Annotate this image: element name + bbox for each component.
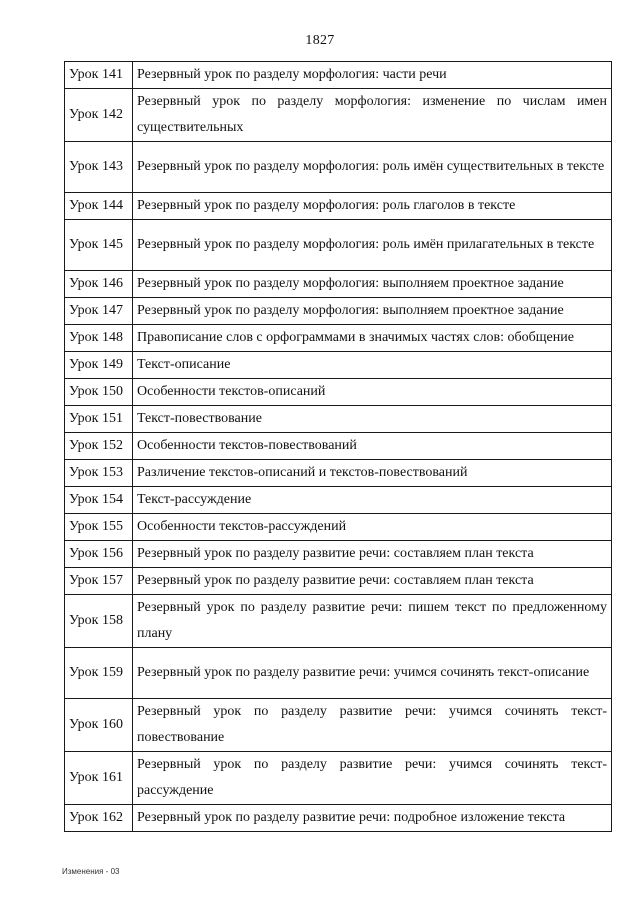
lesson-number: Урок 157	[65, 568, 133, 595]
lesson-number: Урок 162	[65, 805, 133, 832]
lesson-topic: Резервный урок по разделу морфология: роль имён существительных в тексте	[133, 142, 612, 193]
lesson-number: Урок 160	[65, 699, 133, 752]
lesson-number: Урок 144	[65, 193, 133, 220]
lesson-number: Урок 159	[65, 648, 133, 699]
lesson-number: Урок 143	[65, 142, 133, 193]
lesson-number: Урок 152	[65, 433, 133, 460]
lesson-topic: Текст-описание	[133, 352, 612, 379]
lesson-number: Урок 142	[65, 89, 133, 142]
lesson-topic: Правописание слов с орфограммами в значимых частях слов: обобщение	[133, 325, 612, 352]
lesson-number: Урок 145	[65, 220, 133, 271]
table-row	[65, 406, 612, 433]
lesson-number: Урок 156	[65, 541, 133, 568]
lesson-number: Урок 148	[65, 325, 133, 352]
lesson-topic: Резервный урок по разделу развитие речи: составляем план текста	[133, 568, 612, 595]
lesson-number: Урок 150	[65, 379, 133, 406]
lesson-topic: Текст-повествование	[133, 406, 612, 433]
table-row	[65, 193, 612, 220]
revision-note: Изменения - 03	[62, 867, 120, 876]
lesson-number: Урок 158	[65, 595, 133, 648]
table-row	[65, 298, 612, 325]
lesson-number: Урок 154	[65, 487, 133, 514]
lesson-number: Урок 147	[65, 298, 133, 325]
lesson-topic: Резервный урок по разделу морфология: выполняем проектное задание	[133, 298, 612, 325]
table-row	[65, 325, 612, 352]
table-row	[65, 805, 612, 832]
table-row	[65, 541, 612, 568]
lesson-number: Урок 151	[65, 406, 133, 433]
lesson-topic: Резервный урок по разделу морфология: роль глаголов в тексте	[133, 193, 612, 220]
lesson-topic: Текст-рассуждение	[133, 487, 612, 514]
table-row	[65, 379, 612, 406]
table-row	[65, 487, 612, 514]
lesson-topic: Резервный урок по разделу развитие речи: учимся сочинять текст-повествование	[133, 699, 612, 752]
table-row	[65, 595, 612, 648]
lesson-topic: Резервный урок по разделу развитие речи: учимся сочинять текст-описание	[133, 648, 612, 699]
table-row	[65, 648, 612, 699]
lesson-number: Урок 161	[65, 752, 133, 805]
table-row	[65, 752, 612, 805]
table-row	[65, 460, 612, 487]
lessons-table	[64, 61, 612, 832]
lesson-topic: Особенности текстов-рассуждений	[133, 514, 612, 541]
lesson-topic: Особенности текстов-описаний	[133, 379, 612, 406]
lesson-number: Урок 149	[65, 352, 133, 379]
lesson-topic: Резервный урок по разделу морфология: выполняем проектное задание	[133, 271, 612, 298]
lesson-topic: Резервный урок по разделу морфология: изменение по числам имен существительных	[133, 89, 612, 142]
table-row	[65, 271, 612, 298]
table-row	[65, 433, 612, 460]
lesson-number: Урок 153	[65, 460, 133, 487]
table-row	[65, 62, 612, 89]
lesson-number: Урок 141	[65, 62, 133, 89]
lesson-topic: Различение текстов-описаний и текстов-повествований	[133, 460, 612, 487]
lesson-topic: Резервный урок по разделу развитие речи: учимся сочинять текст-рассуждение	[133, 752, 612, 805]
table-row	[65, 89, 612, 142]
lesson-topic: Резервный урок по разделу морфология: роль имён прилагательных в тексте	[133, 220, 612, 271]
table-row	[65, 568, 612, 595]
table-row	[65, 352, 612, 379]
lesson-topic: Резервный урок по разделу развитие речи: составляем план текста	[133, 541, 612, 568]
lesson-number: Урок 146	[65, 271, 133, 298]
page-number: 1827	[305, 33, 335, 48]
lesson-topic: Резервный урок по разделу развитие речи: подробное изложение текста	[133, 805, 612, 832]
lesson-topic: Особенности текстов-повествований	[133, 433, 612, 460]
table-row	[65, 699, 612, 752]
lesson-topic: Резервный урок по разделу морфология: части речи	[133, 62, 612, 89]
table-row	[65, 514, 612, 541]
lesson-topic: Резервный урок по разделу развитие речи: пишем текст по предложенному плану	[133, 595, 612, 648]
table-row	[65, 142, 612, 193]
lesson-number: Урок 155	[65, 514, 133, 541]
table-row	[65, 220, 612, 271]
